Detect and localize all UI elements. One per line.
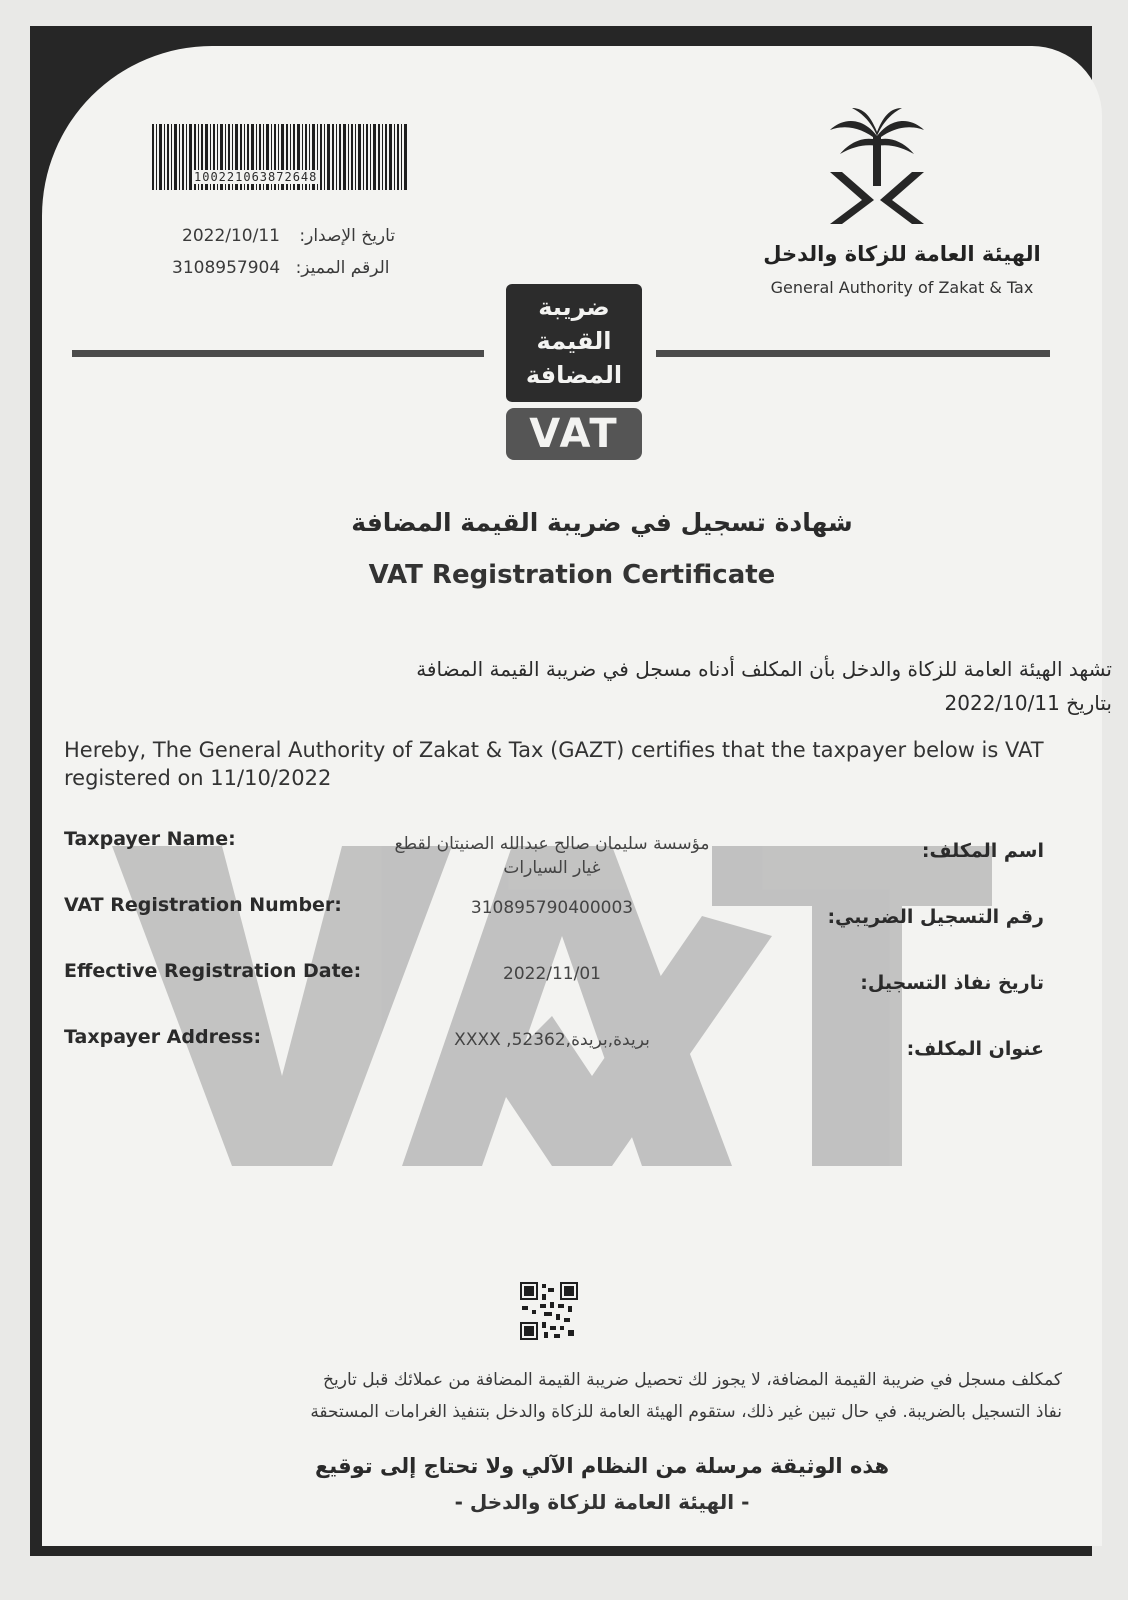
vat-reg-number-label-ar: رقم التسجيل الضريبي:: [827, 906, 1044, 928]
certificate-title-ar: شهادة تسجيل في ضريبة القيمة المضافة: [351, 508, 853, 537]
auto-document-note: هذه الوثيقة مرسلة من النظام الآلي ولا تحتاج إلى توقيع: [314, 1454, 890, 1478]
statement-ar-line1: تشهد الهيئة العامة للزكاة والدخل بأن المكلف أدناه مسجل في ضريبة القيمة المضافة: [416, 657, 1112, 681]
issue-date-value: 2022/10/11: [182, 226, 280, 246]
palm-tree-logo-icon: [822, 106, 932, 226]
footer-note-line2: نفاذ التسجيل بالضريبة. في حال تبين غير ذلك، ستقوم الهيئة العامة للزكاة والدخل بتنفيذ الغرامات المستحقة: [310, 1402, 1062, 1422]
taxpayer-name-line2: غيار السيارات: [503, 858, 601, 878]
taxpayer-name-label: Taxpayer Name:: [64, 828, 236, 850]
vat-logo-ar-line2: القيمة: [536, 327, 612, 355]
certificate-title-en: VAT Registration Certificate: [368, 560, 776, 590]
taxpayer-name-line1: مؤسسة سليمان صالح عبدالله الصنيتان لقطع: [394, 834, 710, 854]
vat-logo-ar-line1: ضريبة: [538, 293, 610, 321]
taxpayer-name-label-ar: اسم المكلف:: [921, 840, 1044, 862]
statement-ar-line2: بتاريخ 2022/10/11: [944, 691, 1112, 715]
footer-note-ar: [62, 1364, 1062, 1428]
issue-date-label: تاريخ الإصدار:: [299, 226, 396, 246]
taxpayer-address-label: Taxpayer Address:: [64, 1026, 262, 1048]
distinguished-no-row: [172, 258, 412, 278]
distinguished-no-value: 3108957904: [172, 258, 281, 278]
vat-reg-number-label: VAT Registration Number:: [64, 894, 342, 916]
taxpayer-address-value: بريدة,بريدة,52362, XXXX: [454, 1030, 650, 1050]
qr-code: [520, 1282, 578, 1340]
authority-signature: - الهيئة العامة للزكاة والدخل -: [454, 1490, 750, 1514]
vat-logo: [506, 284, 642, 460]
statement-en: Hereby, The General Authority of Zakat & Tax (GAZT) certifies that the taxpayer below is VAT registered on 11/10/2022: [64, 738, 1044, 790]
barcode-number: 100221063872648: [194, 170, 318, 184]
footer-note-line1: كمكلف مسجل في ضريبة القيمة المضافة، لا يجوز لك تحصيل ضريبة القيمة المضافة من عملائك قبل تاريخ: [323, 1370, 1062, 1390]
effective-date-label-ar: تاريخ نفاذ التسجيل:: [860, 972, 1044, 994]
distinguished-no-label: الرقم المميز:: [295, 258, 390, 278]
vat-logo-en: VAT: [506, 408, 642, 460]
effective-date-value: 2022/11/01: [503, 964, 601, 984]
authority-name-ar: الهيئة العامة للزكاة والدخل: [763, 242, 1041, 266]
header-divider-right: [656, 350, 1050, 357]
vat-reg-number-value: 310895790400003: [470, 898, 634, 918]
taxpayer-address-label-ar: عنوان المكلف:: [906, 1038, 1044, 1060]
certificate-page: [42, 46, 1112, 1546]
header-divider-left: [72, 350, 484, 357]
authority-name-en: General Authority of Zakat & Tax: [770, 278, 1034, 297]
statement-ar: [132, 652, 1112, 720]
issue-date-row: [182, 226, 402, 246]
vat-logo-ar-line3: المضافة: [525, 361, 623, 389]
taxpayer-name-value: [342, 832, 762, 880]
effective-date-label: Effective Registration Date:: [64, 960, 362, 982]
